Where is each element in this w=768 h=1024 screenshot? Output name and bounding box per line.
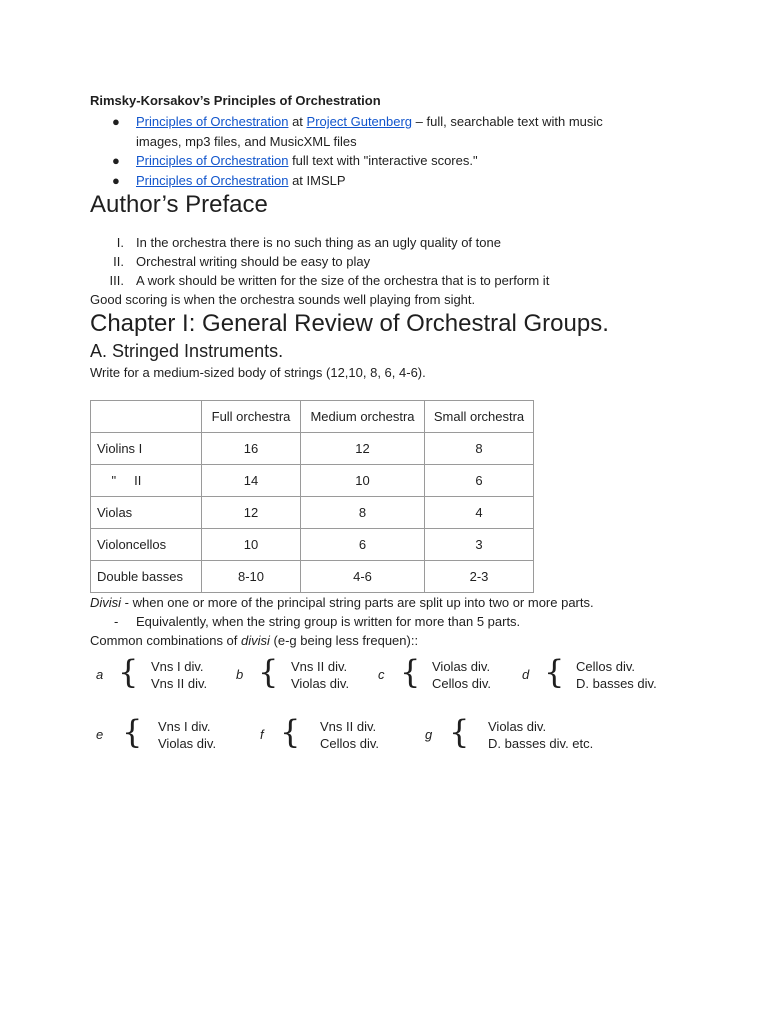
table-cell: 6 [425,465,534,497]
table-cell: 10 [202,529,301,561]
table-cell: Violins I [91,433,202,465]
table-cell: 12 [301,433,425,465]
table-cell: 12 [202,497,301,529]
table-cell: Double basses [91,561,202,593]
table-cell: Violoncellos [91,529,202,561]
table-row [91,465,534,497]
sources-title: Rimsky-Korsakov’s Principles of Orchestration [90,93,381,108]
good-scoring-note: Good scoring is when the orchestra sounds well playing from sight. [90,292,476,307]
strings-intro: Write for a medium-sized body of strings (12,10, 8, 6, 4-6). [90,365,426,380]
roman-numeral: II. [113,254,124,269]
brace-icon: { [280,713,301,751]
gutenberg-principles-link[interactable]: Principles of Orchestration [136,114,289,129]
brace-icon: { [122,713,143,751]
list-item: - Equivalently, when the string group is written for more than 5 parts. [114,614,521,629]
chapter-heading: Chapter I: General Review of Orchestral Groups. [90,310,609,337]
principles-list [90,233,690,290]
table-header-cell: Full orchestra [202,401,301,433]
table-header-cell: Small orchestra [425,401,534,433]
brace-icon: { [400,653,421,691]
table-header-cell [91,401,202,433]
divisi-notes [90,612,690,631]
table-cell: 8 [425,433,534,465]
brace-icon: { [258,653,279,691]
brace-icon: { [449,713,470,751]
table-cell: 8-10 [202,561,301,593]
combinations-row-2: e { Vns I div. Violas div. f { Vns II div. Cellos div. g { Violas div. D. basses div. etc. [96,713,594,751]
project-gutenberg-link[interactable]: Project Gutenberg [306,114,413,129]
table-row [91,561,534,593]
table-header-row [91,401,534,433]
list-item: II. Orchestral writing should be easy to play [90,252,690,271]
divisi-term: Divisi [90,595,122,610]
table-row [91,529,534,561]
strings-table [90,400,534,593]
list-item: ● Principles of Orchestration at Project Gutenberg – full, searchable text with music images, mp3 files, and MusicXML files [112,114,603,149]
bullet-icon: ● [112,172,120,188]
divisi-definition: Divisi - when one or more of the principal string parts are split up into two or more parts. [90,595,594,610]
table-row [91,433,534,465]
table-header-cell: Medium orchestra [301,401,425,433]
table-cell: " II [91,465,202,497]
table-cell: 4-6 [301,561,425,593]
table-cell: 2-3 [425,561,534,593]
roman-numeral: III. [109,273,124,288]
document-page [90,92,690,756]
list-item: III. A work should be written for the size of the orchestra that is to perform it [90,271,690,290]
table-cell: 16 [202,433,301,465]
dash-marker: - [114,614,119,629]
imslp-link[interactable]: Principles of Orchestration [136,172,289,188]
list-item: ● Principles of Orchestration at IMSLP [90,171,690,191]
combinations-intro: Common combinations of divisi (e-g being less frequen):: [90,633,419,648]
bullet-icon: ● [112,114,120,129]
roman-numeral: I. [116,235,124,250]
sources-list [90,112,690,190]
table-row [91,497,534,529]
table-cell: 3 [425,529,534,561]
table-cell: 14 [202,465,301,497]
combinations-row-1: a { Vns I div. Vns II div. b { Vns II div. Violas div. c { Violas div. Cellos div. d { Cellos div. D. basses div. [96,653,657,691]
bullet-icon: ● [112,153,120,168]
table-cell: Violas [91,497,202,529]
table-cell: 8 [301,497,425,529]
section-heading: A. Stringed Instruments. [90,341,284,361]
list-item: ● Principles of Orchestration full text with "interactive scores." [90,151,690,171]
table-cell: 10 [301,465,425,497]
brace-icon: { [118,653,139,691]
list-item: I. In the orchestra there is no such thing as an ugly quality of tone [90,233,690,252]
interactive-scores-link[interactable]: Principles of Orchestration [136,153,289,168]
table-cell: 4 [425,497,534,529]
preface-heading: Author’s Preface [90,191,268,218]
table-cell: 6 [301,529,425,561]
brace-icon: { [544,653,565,691]
